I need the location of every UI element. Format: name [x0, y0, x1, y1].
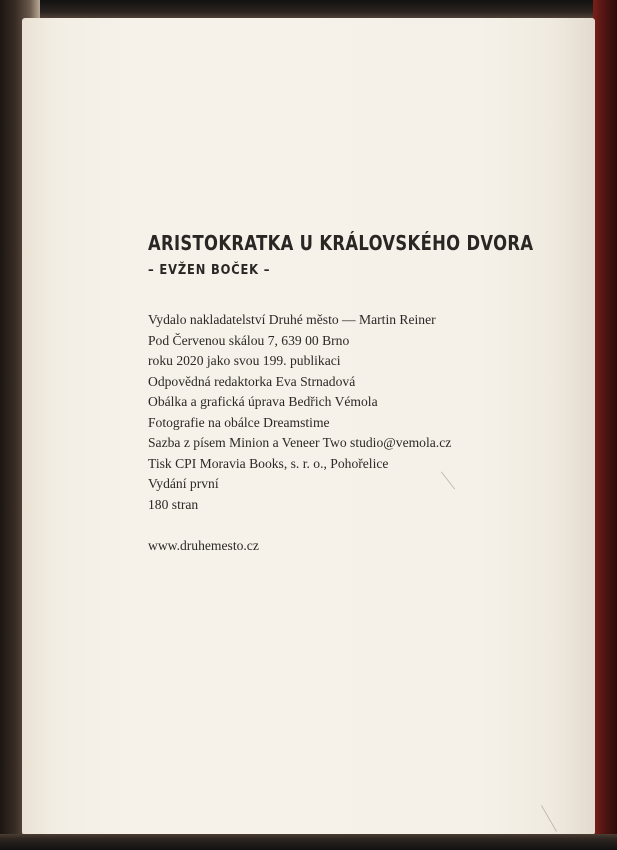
scan-bottom-edge	[0, 834, 617, 850]
imprint-editor: Odpovědná redaktorka Eva Strnadová	[148, 373, 356, 389]
imprint-printer: Tisk CPI Moravia Books, s. r. o., Pohořelice	[148, 455, 389, 471]
paper-scratch	[541, 805, 557, 831]
cover-edge	[593, 0, 617, 850]
imprint-typesetting: Sazba z písem Minion a Veneer Two studio@vemola.cz	[148, 435, 452, 450]
imprint-page-count: 180 stran	[148, 496, 199, 512]
imprint-year: roku 2020 jako svou 199. publikaci	[148, 353, 341, 368]
book-author: – EVŽEN BOČEK –	[148, 262, 271, 278]
book-title: ARISTOKRATKA U KRÁLOVSKÉHO DVORA	[148, 231, 534, 255]
imprint-edition: Vydání první	[148, 476, 219, 491]
scan-top-edge	[0, 0, 617, 20]
imprint-address: Pod Červenou skálou 7, 639 00 Brno	[148, 332, 350, 348]
imprint-block	[148, 310, 568, 515]
colophon	[148, 228, 568, 556]
imprint-cover-design: Obálka a grafická úprava Bedřich Vémola	[148, 394, 378, 409]
imprint-photo: Fotografie na obálce Dreamstime	[148, 414, 330, 430]
imprint-publisher: Vydalo nakladatelství Druhé město — Martin Reiner	[148, 312, 436, 327]
publisher-website: www.druhemesto.cz	[148, 538, 259, 553]
